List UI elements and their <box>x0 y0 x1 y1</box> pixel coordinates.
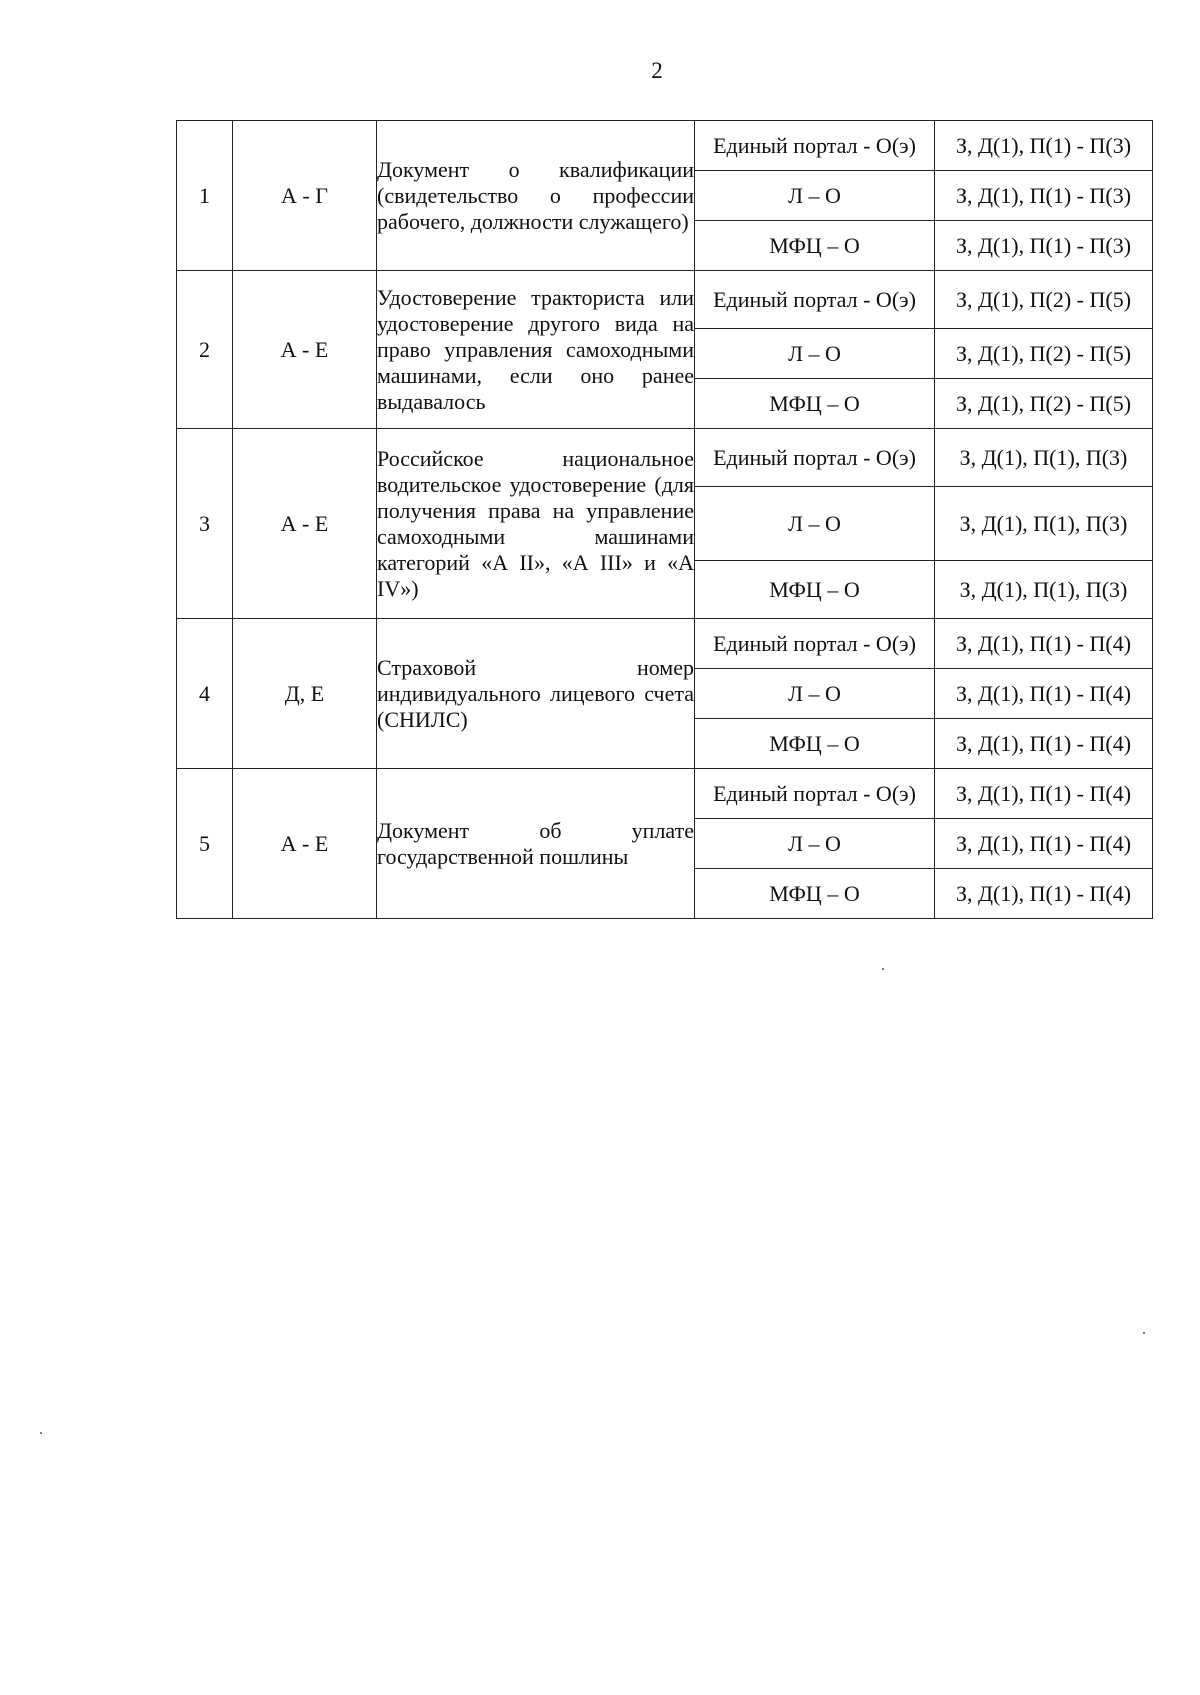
table-row <box>177 429 1153 487</box>
table-row <box>177 769 1153 819</box>
row-number: 1 <box>177 121 233 271</box>
scan-speck <box>1143 1332 1145 1334</box>
submission-method: Л – О <box>695 819 935 869</box>
requirement-codes: З, Д(1), П(1), П(3) <box>935 487 1153 561</box>
submission-method: Единый портал - О(э) <box>695 619 935 669</box>
requirement-codes: З, Д(1), П(1), П(3) <box>935 429 1153 487</box>
requirement-codes: З, Д(1), П(1) - П(4) <box>935 869 1153 919</box>
document-name: Российское национальное водительское удостоверение (для получения права на управление самоходными машинами категорий «А II», «А III» и «А IV») <box>377 429 695 619</box>
submission-method: МФЦ – О <box>695 561 935 619</box>
documents-table <box>176 120 1153 919</box>
submission-method: Единый портал - О(э) <box>695 271 935 329</box>
submission-method: Л – О <box>695 669 935 719</box>
submission-method: Л – О <box>695 487 935 561</box>
row-number: 2 <box>177 271 233 429</box>
document-name: Документ об уплате государственной пошлины <box>377 769 695 919</box>
submission-method: МФЦ – О <box>695 379 935 429</box>
table-row <box>177 619 1153 669</box>
document-name: Документ о квалификации (свидетельство о профессии рабочего, должности служащего) <box>377 121 695 271</box>
submission-method: Единый портал - О(э) <box>695 429 935 487</box>
submission-method: МФЦ – О <box>695 719 935 769</box>
document-name: Удостоверение тракториста или удостоверение другого вида на право управления самоходными машинами, если оно ранее выдавалось <box>377 271 695 429</box>
submission-method: Л – О <box>695 329 935 379</box>
applicant-category: Д, Е <box>233 619 377 769</box>
requirement-codes: З, Д(1), П(1), П(3) <box>935 561 1153 619</box>
requirement-codes: З, Д(1), П(1) - П(3) <box>935 121 1153 171</box>
table-row <box>177 271 1153 329</box>
requirement-codes: З, Д(1), П(2) - П(5) <box>935 271 1153 329</box>
submission-method: МФЦ – О <box>695 221 935 271</box>
page-number: 2 <box>651 58 663 83</box>
table-row <box>177 121 1153 171</box>
requirement-codes: З, Д(1), П(1) - П(4) <box>935 819 1153 869</box>
requirement-codes: З, Д(1), П(1) - П(3) <box>935 221 1153 271</box>
requirement-codes: З, Д(1), П(1) - П(4) <box>935 619 1153 669</box>
document-name: Страховой номер индивидуального лицевого счета (СНИЛС) <box>377 619 695 769</box>
submission-method: Единый портал - О(э) <box>695 121 935 171</box>
documents-table-body <box>177 121 1153 919</box>
requirement-codes: З, Д(1), П(1) - П(4) <box>935 669 1153 719</box>
requirement-codes: З, Д(1), П(1) - П(4) <box>935 719 1153 769</box>
submission-method: Л – О <box>695 171 935 221</box>
applicant-category: А - Е <box>233 769 377 919</box>
scan-speck <box>882 968 884 970</box>
row-number: 5 <box>177 769 233 919</box>
applicant-category: А - Е <box>233 271 377 429</box>
row-number: 4 <box>177 619 233 769</box>
requirement-codes: З, Д(1), П(2) - П(5) <box>935 379 1153 429</box>
scan-speck <box>40 1432 42 1434</box>
submission-method: МФЦ – О <box>695 869 935 919</box>
requirement-codes: З, Д(1), П(1) - П(4) <box>935 769 1153 819</box>
requirement-codes: З, Д(1), П(2) - П(5) <box>935 329 1153 379</box>
applicant-category: А - Е <box>233 429 377 619</box>
applicant-category: А - Г <box>233 121 377 271</box>
submission-method: Единый портал - О(э) <box>695 769 935 819</box>
row-number: 3 <box>177 429 233 619</box>
requirement-codes: З, Д(1), П(1) - П(3) <box>935 171 1153 221</box>
